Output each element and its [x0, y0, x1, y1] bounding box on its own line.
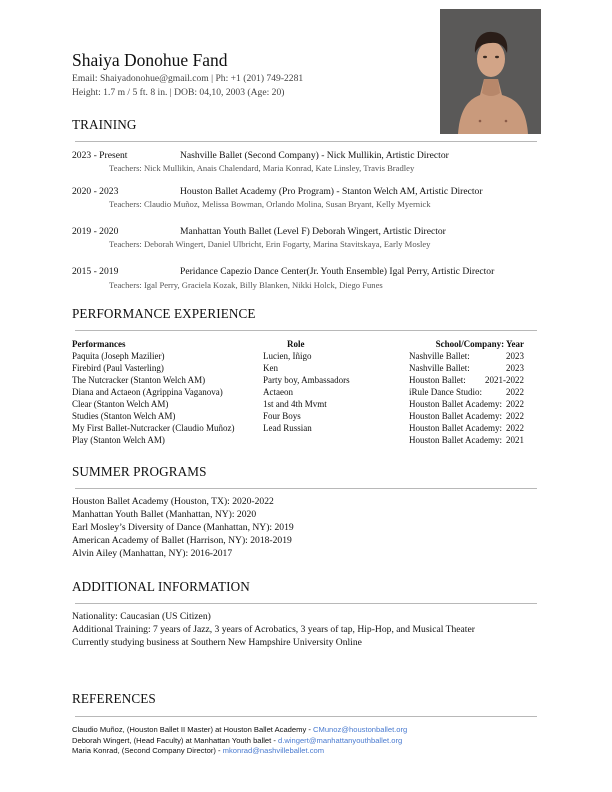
reference-item [72, 746, 324, 755]
performance-title: My First Ballet-Nutcracker (Claudio Muñoz) [72, 423, 235, 433]
headshot-photo [440, 9, 541, 134]
summer-program-item: Alvin Ailey (Manhattan, NY): 2016-2017 [72, 548, 233, 559]
performance-school: Houston Ballet Academy: [409, 411, 502, 421]
training-teachers: Teachers: Claudio Muñoz, Melissa Bowman, Orlando Molina, Susan Bryant, Kelly Myernick [109, 199, 431, 209]
performance-role: Party boy, Ambassadors [263, 375, 350, 385]
section-title-summer: SUMMER PROGRAMS [72, 464, 207, 479]
training-institution: Nashville Ballet (Second Company) - Nick Mullikin, Artistic Director [180, 150, 449, 161]
section-title-training: TRAINING [72, 117, 137, 132]
contact-line-height-dob: Height: 1.7 m / 5 ft. 8 in. | DOB: 04,10, 2003 (Age: 20) [72, 87, 285, 98]
additional-info-nationality: Nationality: Caucasian (US Citizen) [72, 611, 211, 622]
reference-text: Claudio Muñoz, (Houston Ballet II Master) at Houston Ballet Academy - [72, 725, 314, 734]
training-institution: Manhattan Youth Ballet (Level F) Deborah Wingert, Artistic Director [180, 226, 446, 237]
training-years: 2015 - 2019 [72, 266, 119, 277]
performance-year: 2022 [506, 399, 524, 409]
summer-program-item: Earl Mosley’s Diversity of Dance (Manhattan, NY): 2019 [72, 522, 294, 533]
performance-title: Clear (Stanton Welch AM) [72, 399, 169, 409]
additional-info-studies: Currently studying business at Southern New Hampshire University Online [72, 637, 362, 648]
section-title-performance: PERFORMANCE EXPERIENCE [72, 306, 256, 321]
headshot-illustration [440, 9, 541, 134]
section-title-additional: ADDITIONAL INFORMATION [72, 579, 250, 594]
performance-school: Nashville Ballet: [409, 351, 470, 361]
additional-info-training: Additional Training: 7 years of Jazz, 3 years of Acrobatics, 3 years of tap, Hip-Hop, and Musical Theater [72, 624, 475, 635]
section-divider [75, 603, 537, 604]
reference-email-link[interactable]: mkonrad@nashvilleballet.com [222, 746, 325, 755]
performance-title: Firebird (Paul Vasterling) [72, 363, 164, 373]
reference-text: Maria Konrad, (Second Company Director) - [72, 746, 223, 755]
performance-role: Ken [263, 363, 278, 373]
performance-title: Play (Stanton Welch AM) [72, 435, 165, 445]
reference-item [72, 725, 407, 734]
performance-year: 2021 [506, 435, 524, 445]
performance-role: Four Boys [263, 411, 301, 421]
reference-text: Deborah Wingert, (Head Faculty) at Manhattan Youth ballet - [72, 736, 278, 745]
performance-role: Lucien, Iñigo [263, 351, 312, 361]
performance-school: Houston Ballet Academy: [409, 399, 502, 409]
performance-school: Nashville Ballet: [409, 363, 470, 373]
performance-role: 1st and 4th Mvmt [263, 399, 327, 409]
performance-title: Studies (Stanton Welch AM) [72, 411, 176, 421]
training-years: 2019 - 2020 [72, 226, 119, 237]
training-years: 2023 - Present [72, 150, 128, 161]
training-institution: Peridance Capezio Dance Center(Jr. Youth Ensemble) Igal Perry, Artistic Director [180, 266, 495, 277]
reference-email-link[interactable]: CMunoz@houstonballet.org [313, 725, 408, 734]
section-title-references: REFERENCES [72, 691, 156, 706]
reference-email-link[interactable]: d.wingert@manhattanyouthballet.org [278, 736, 403, 745]
training-institution: Houston Ballet Academy (Pro Program) - Stanton Welch AM, Artistic Director [180, 186, 483, 197]
candidate-name: Shaiya Donohue Fand [72, 50, 228, 70]
performance-role: Lead Russian [263, 423, 312, 433]
performance-title: Diana and Actaeon (Agrippina Vaganova) [72, 387, 223, 397]
training-teachers: Teachers: Nick Mullikin, Anais Chalendard, Maria Konrad, Kate Linsley, Travis Bradley [109, 163, 415, 173]
reference-item [72, 736, 402, 745]
section-divider [75, 716, 537, 717]
performance-school: Houston Ballet Academy: [409, 435, 502, 445]
performance-year: 2022 [506, 387, 524, 397]
section-divider [75, 488, 537, 489]
performance-year: 2022 [506, 411, 524, 421]
column-header-role: Role [287, 339, 305, 349]
training-teachers: Teachers: Deborah Wingert, Daniel Ulbricht, Erin Fogarty, Marina Stavitskaya, Early Mosley [109, 239, 431, 249]
performance-year: 2021-2022 [485, 375, 524, 385]
summer-program-item: American Academy of Ballet (Harrison, NY): 2018-2019 [72, 535, 292, 546]
summer-program-item: Manhattan Youth Ballet (Manhattan, NY): 2020 [72, 509, 257, 520]
summer-program-item: Houston Ballet Academy (Houston, TX): 2020-2022 [72, 496, 274, 507]
performance-school: Houston Ballet Academy: [409, 423, 502, 433]
performance-year: 2022 [506, 423, 524, 433]
performance-year: 2023 [506, 351, 524, 361]
section-divider [75, 330, 537, 331]
performance-role: Actaeon [263, 387, 293, 397]
training-years: 2020 - 2023 [72, 186, 119, 197]
performance-year: 2023 [506, 363, 524, 373]
column-header-school-year: School/Company: Year [435, 339, 524, 349]
section-divider [75, 141, 537, 142]
performance-title: The Nutcracker (Stanton Welch AM) [72, 375, 206, 385]
performance-school: iRule Dance Studio: [409, 387, 482, 397]
performance-school: Houston Ballet: [409, 375, 466, 385]
performance-title: Paquita (Joseph Mazilier) [72, 351, 165, 361]
column-header-performances: Performances [72, 339, 126, 349]
training-teachers: Teachers: Igal Perry, Graciela Kozak, Billy Blanken, Nikki Holck, Diego Funes [109, 280, 383, 290]
contact-line-email-phone: Email: Shaiyadonohue@gmail.com | Ph: +1 (201) 749-2281 [72, 73, 304, 84]
